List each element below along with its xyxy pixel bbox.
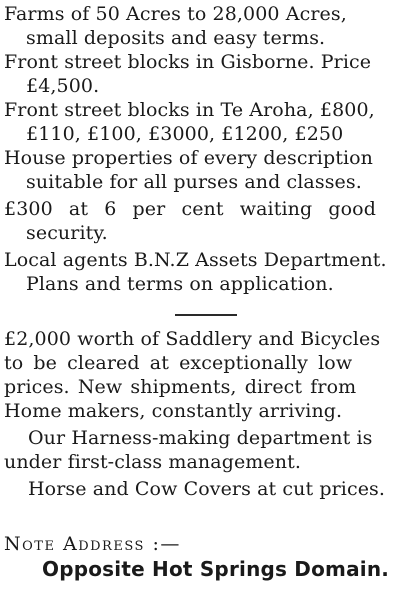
harness-line-1: Our Harness-making department is [28,427,373,449]
loan-line-1: £300 at 6 per cent waiting good [4,198,376,220]
saddlery-line-1: £2,000 worth of Saddlery and Bicycles [4,328,381,350]
hot-springs-address: Opposite Hot Springs Domain. [42,557,390,581]
agents-line-1: Local agents B.N.Z Assets Department. [4,249,387,271]
farms-line-2: small deposits and easy terms. [26,27,326,49]
loan-line-2: security. [26,222,108,244]
section-divider [175,314,237,316]
house-line-1: House properties of every description [4,147,373,169]
gisborne-line-1: Front street blocks in Gisborne. Price [4,51,372,73]
covers-line: Horse and Cow Covers at cut prices. [28,478,386,500]
saddlery-line-2: to be cleared at exceptionally low [4,352,353,374]
saddlery-line-4: Home makers, constantly arriving. [4,400,343,422]
house-line-2: suitable for all purses and classes. [26,171,362,193]
gisborne-line-2: £4,500. [26,75,100,97]
farms-line-1: Farms of 50 Acres to 28,000 Acres, [4,3,347,25]
te-aroha-line-1: Front street blocks in Te Aroha, £800, [4,99,375,121]
saddlery-line-3: prices. New shipments, direct from [4,376,357,398]
agents-line-2: Plans and terms on application. [26,273,334,295]
harness-line-2: under first-class management. [4,451,301,473]
note-address-label: Note Address :— [4,533,181,555]
te-aroha-line-2: £110, £100, £3000, £1200, £250 [26,123,344,145]
